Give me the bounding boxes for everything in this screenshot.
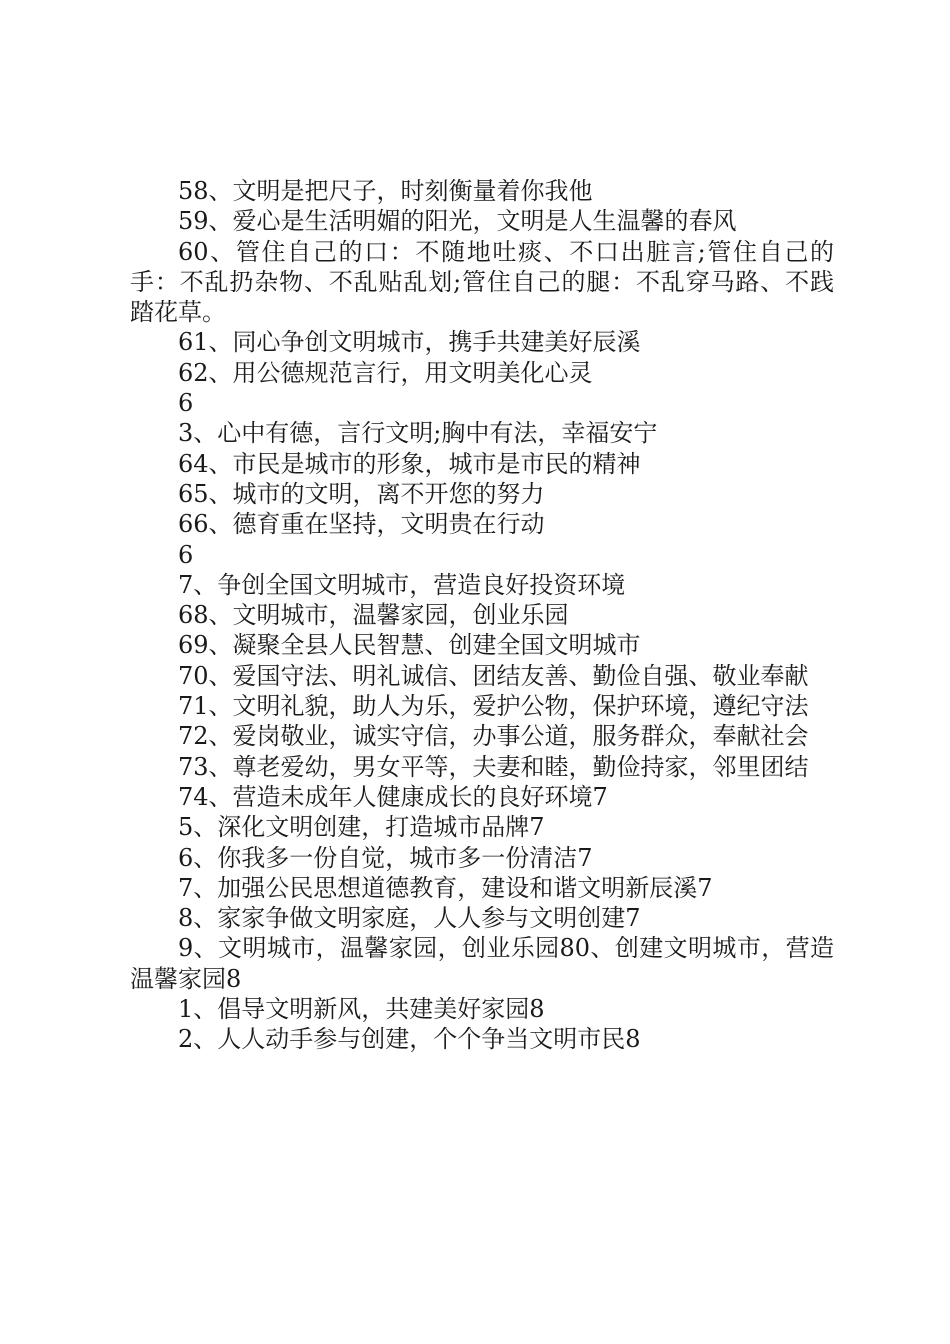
document-body xyxy=(130,176,834,1055)
paragraph-9: 65、城市的文明，离不开您的努力 xyxy=(178,479,545,508)
paragraph-11: 6 xyxy=(178,540,194,569)
paragraph-10: 66、德育重在坚持，文明贵在行动 xyxy=(178,510,545,539)
paragraph-5: 62、用公德规范言行，用文明美化心灵 xyxy=(178,358,593,387)
paragraph-4: 61、同心争创文明城市，携手共建美好辰溪 xyxy=(178,328,641,357)
paragraph-7: 3、心中有德，言行文明;胸中有法，幸福安宁 xyxy=(178,419,658,448)
paragraph-26: 2、人人动手参与创建，个个争当文明市民8 xyxy=(178,1025,641,1054)
paragraph-6: 6 xyxy=(178,389,194,418)
paragraph-14: 69、凝聚全县人民智慧、创建全国文明城市 xyxy=(178,631,641,660)
paragraph-19: 74、营造未成年人健康成长的良好环境7 xyxy=(178,782,608,811)
paragraph-25: 1、倡导文明新风，共建美好家园8 xyxy=(178,995,545,1024)
paragraph-13: 68、文明城市，温馨家园，创业乐园 xyxy=(178,601,569,630)
paragraph-8: 64、市民是城市的形象，城市是市民的精神 xyxy=(178,449,641,478)
paragraph-3: 60、管住自己的口：不随地吐痰、不口出脏言;管住自己的手：不乱扔杂物、不乱贴乱划;管住自己的腿：不乱穿马路、不践踏花草。 xyxy=(130,237,834,327)
paragraph-2: 59、爱心是生活明媚的阳光，文明是人生温馨的春风 xyxy=(178,207,737,236)
paragraph-12: 7、争创全国文明城市，营造良好投资环境 xyxy=(178,570,626,599)
paragraph-21: 6、你我多一份自觉，城市多一份清洁7 xyxy=(178,843,593,872)
paragraph-24: 9、文明城市，温馨家园，创业乐园80、创建文明城市，营造温馨家园8 xyxy=(130,934,834,993)
paragraph-1: 58、文明是把尺子，时刻衡量着你我他 xyxy=(178,177,593,205)
paragraph-22: 7、加强公民思想道德教育，建设和谐文明新辰溪7 xyxy=(178,873,713,902)
paragraph-18: 73、尊老爱幼，男女平等，夫妻和睦，勤俭持家，邻里团结 xyxy=(178,752,809,781)
paragraph-20: 5、深化文明创建，打造城市品牌7 xyxy=(178,813,545,842)
paragraph-17: 72、爱岗敬业，诚实守信，办事公道，服务群众，奉献社会 xyxy=(178,722,809,751)
paragraph-23: 8、家家争做文明家庭，人人参与文明创建7 xyxy=(178,904,641,933)
paragraph-16: 71、文明礼貌，助人为乐，爱护公物，保护环境，遵纪守法 xyxy=(178,692,809,721)
paragraph-15: 70、爱国守法、明礼诚信、团结友善、勤俭自强、敬业奉献 xyxy=(178,661,809,690)
